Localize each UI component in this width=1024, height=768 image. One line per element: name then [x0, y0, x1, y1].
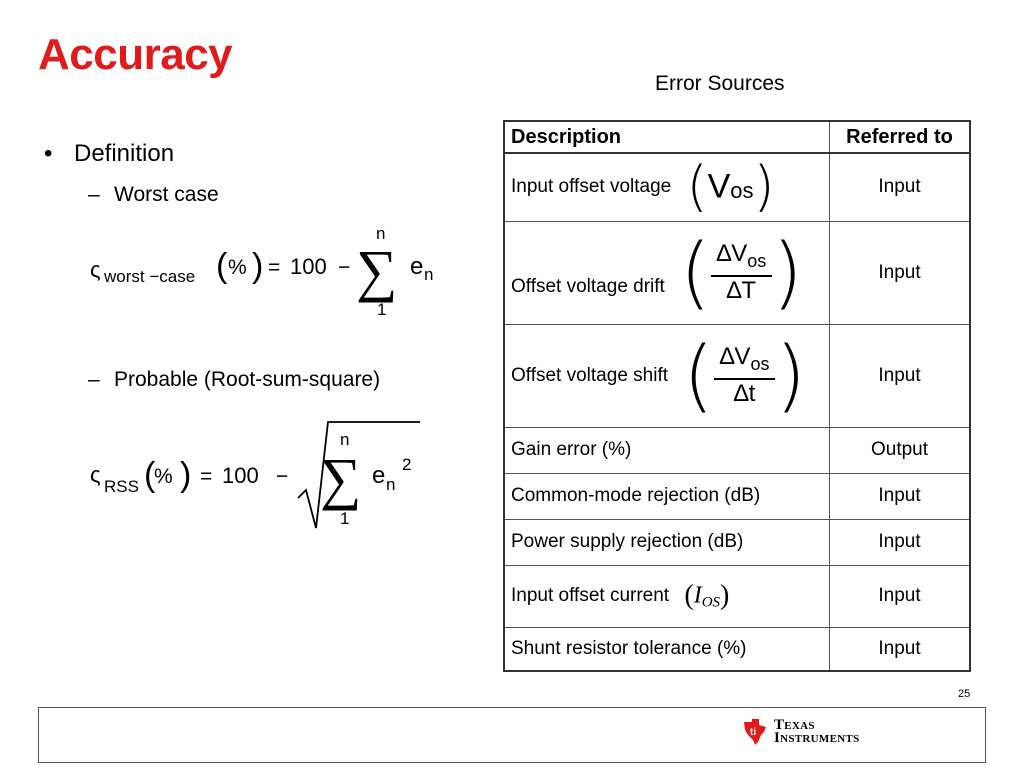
formula-paren-content: %	[154, 465, 173, 488]
row-description: Shunt resistor tolerance (%)	[504, 627, 830, 671]
row-description: Power supply rejection (dB)	[504, 519, 830, 565]
bullet-dash: –	[88, 183, 100, 206]
row-referred-to: Input	[830, 324, 971, 427]
error-sources-table	[503, 120, 971, 672]
vos-sub: os	[730, 178, 754, 204]
ti-wordmark	[774, 719, 860, 745]
bullet-definition	[44, 140, 174, 168]
header-description: Description	[504, 121, 830, 153]
bullet-worst-case-label: Worst case	[114, 183, 219, 206]
formula-operator: −	[276, 465, 289, 488]
formula-paren-content: %	[228, 256, 247, 279]
shift-denominator: ∆t	[733, 379, 756, 407]
ios-sub: OS	[701, 594, 721, 611]
drift-numerator-sub: os	[747, 251, 767, 272]
header-referred-to: Referred to	[830, 121, 971, 153]
sum-upper-limit: n	[340, 430, 350, 449]
drift-numerator: ∆V	[716, 240, 748, 268]
bullet-dash: –	[88, 368, 100, 391]
table-caption: Error Sources	[655, 72, 785, 95]
row-referred-to: Input	[830, 627, 971, 671]
description-text: Offset voltage shift	[511, 364, 669, 386]
table-row	[504, 627, 970, 671]
description-text: Input offset current	[511, 585, 670, 606]
sum-lower-limit: 1	[340, 509, 350, 528]
row-referred-to: Input	[830, 519, 971, 565]
shift-numerator: ∆V	[719, 343, 751, 371]
ti-line2: Instruments	[774, 730, 860, 746]
formula-symbol: ς	[90, 257, 101, 282]
description-text: Offset voltage drift	[511, 275, 665, 297]
formula-operator: −	[338, 256, 351, 279]
row-referred-to: Input	[830, 221, 971, 324]
page-number: 25	[958, 688, 971, 700]
vos-v: V	[707, 167, 731, 206]
ios-symbol: $(I_{OS})$	[684, 580, 730, 611]
ios-i: I	[693, 582, 702, 609]
row-description	[504, 153, 830, 221]
formula-term-superscript: 2	[402, 455, 412, 474]
sum-lower-limit: 1	[377, 300, 387, 319]
formula-left-paren: (	[216, 247, 228, 285]
ti-state-logo-icon	[742, 718, 768, 746]
formula-rss	[88, 420, 428, 535]
row-description	[504, 221, 830, 324]
table-row	[504, 473, 970, 519]
drift-denominator: ∆T	[726, 276, 757, 304]
formula-symbol: ς	[90, 462, 101, 487]
shift-numerator-sub: os	[750, 354, 770, 375]
sum-upper-limit: n	[376, 224, 386, 243]
formula-right-paren: )	[252, 247, 264, 285]
sum-sign: ∑	[320, 446, 362, 511]
drift-symbol: ( $\frac{\Delta V_{os}}{\Delta T}$ )	[680, 227, 803, 318]
row-referred-to: Input	[830, 565, 971, 627]
formula-right-paren: )	[180, 456, 192, 494]
formula-subscript: RSS	[104, 477, 139, 496]
formula-term-subscript: n	[386, 475, 396, 494]
table-row	[504, 427, 970, 473]
formula-left-paren: (	[144, 456, 156, 494]
description-text: Input offset voltage	[511, 176, 672, 198]
sum-sign: ∑	[356, 238, 398, 303]
row-description	[504, 565, 830, 627]
row-description: Gain error (%)	[504, 427, 830, 473]
row-description: Common-mode rejection (dB)	[504, 473, 830, 519]
formula-value: 100	[290, 254, 327, 279]
formula-term-subscript: n	[424, 265, 434, 284]
row-referred-to: Output	[830, 427, 971, 473]
formula-worst-case	[88, 222, 468, 322]
formula-subscript: worst −case	[104, 267, 196, 286]
table-row	[504, 565, 970, 627]
slide-title: Accuracy	[38, 30, 233, 79]
svg-text:ti: ti	[750, 727, 757, 738]
bullet-probable	[88, 368, 380, 392]
row-referred-to: Input	[830, 153, 971, 221]
ti-logo	[742, 718, 860, 746]
formula-equals: =	[268, 256, 281, 279]
row-description	[504, 324, 830, 427]
bullet-definition-label: Definition	[74, 140, 175, 167]
vos-symbol: (Vos)	[686, 155, 775, 219]
formula-equals: =	[200, 465, 213, 488]
shift-symbol: ( $\frac{\Delta V_{os}}{\Delta t}$ )	[683, 330, 806, 421]
bullet-probable-label: Probable (Root-sum-square)	[114, 368, 381, 391]
bullet-dot: •	[44, 140, 53, 167]
ti-line1: Texas	[774, 717, 815, 733]
formula-term: e	[410, 253, 424, 280]
table-row	[504, 519, 970, 565]
row-referred-to: Input	[830, 473, 971, 519]
table-row	[504, 324, 970, 427]
bullet-worst-case	[88, 183, 219, 207]
formula-value: 100	[222, 463, 259, 488]
formula-term: e	[372, 462, 386, 489]
table-row	[504, 153, 970, 221]
table-row	[504, 221, 970, 324]
table-header-row	[504, 121, 970, 153]
